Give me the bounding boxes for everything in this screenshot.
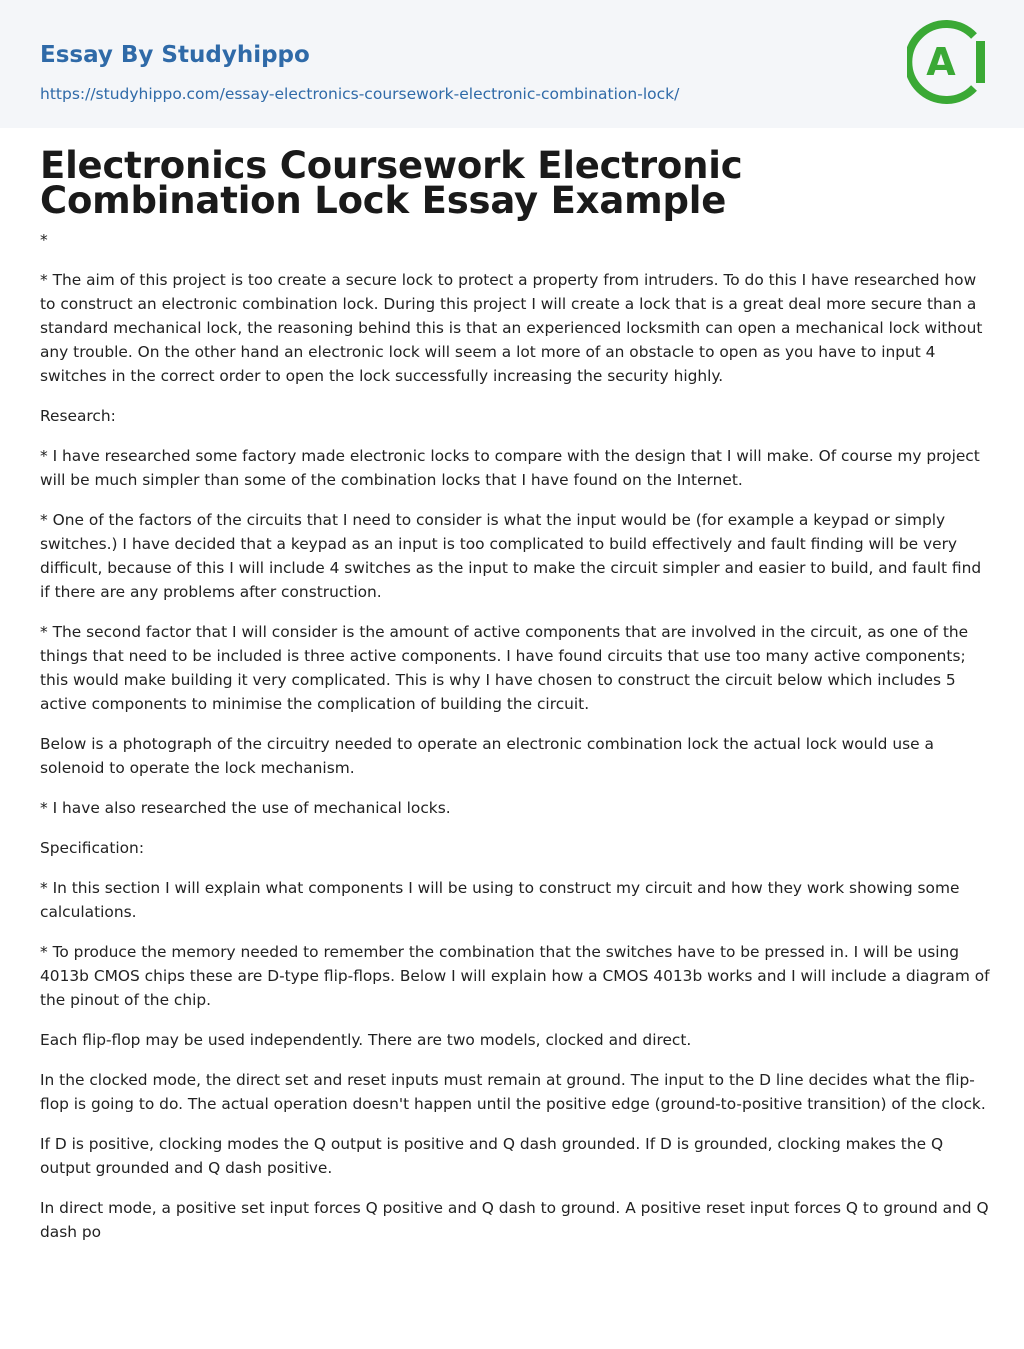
paragraph: * <box>40 231 48 249</box>
studyhippo-logo-icon[interactable] <box>907 18 987 106</box>
paragraph: * In this section I will explain what components I will be using to construct my circuit and how they work showing some calculations. <box>40 879 960 921</box>
paragraph: Research: <box>40 407 116 425</box>
paragraph: * The second factor that I will consider is the amount of active components that are involved in the circuit, as one of the things that need to be included is three active components. I have found circuits that use too many active components; this would make building it very complicated. This is why I have chosen to construct the circuit below which includes 5 active components to minimise the complication of building the circuit. <box>40 623 969 713</box>
essay-url-link[interactable]: https://studyhippo.com/essay-electronics-coursework-electronic-combination-lock/ <box>40 85 680 103</box>
paragraph: Specification: <box>40 839 144 857</box>
essay-body <box>40 228 990 1260</box>
paragraph: * The aim of this project is too create a secure lock to protect a property from intruders. To do this I have researched how to construct an electronic combination lock. During this project I will create a lock that is a great deal more secure than a standard mechanical lock, the reasoning behind this is that an experienced locksmith can open a mechanical lock without any trouble. On the other hand an electronic lock will seem a lot more of an obstacle to open as you have to input 4 switches in the correct order to open the lock successfully increasing the security highly. <box>40 271 983 385</box>
paragraph: * One of the factors of the circuits that I need to consider is what the input would be (for example a keypad or simply switches.) I have decided that a keypad as an input is too complicated to build effectively and fault finding will be very difficult, because of this I will include 4 switches as the input to make the circuit simpler and easier to build, and fault find if there are any problems after construction. <box>40 511 982 601</box>
paragraph: * I have also researched the use of mechanical locks. <box>40 799 451 817</box>
paragraph: * I have researched some factory made electronic locks to compare with the design that I will make. Of course my project will be much simpler than some of the combination locks that I have found on the Internet. <box>40 447 980 489</box>
paragraph: * To produce the memory needed to remember the combination that the switches have to be pressed in. I will be using 4013b CMOS chips these are D-type flip-flops. Below I will explain how a CMOS 4013b works and I will include a diagram of the pinout of the chip. <box>40 943 990 1009</box>
paragraph: Below is a photograph of the circuitry needed to operate an electronic combination lock the actual lock would use a solenoid to operate the lock mechanism. <box>40 735 934 777</box>
site-header <box>0 0 1024 128</box>
site-brand[interactable]: Essay By Studyhippo <box>40 42 310 68</box>
paragraph: If D is positive, clocking modes the Q output is positive and Q dash grounded. If D is grounded, clocking makes the Q output grounded and Q dash positive. <box>40 1135 944 1177</box>
paragraph: In direct mode, a positive set input forces Q positive and Q dash to ground. A positive reset input forces Q to ground and Q dash po <box>40 1199 989 1241</box>
logo-letter: A <box>926 40 956 84</box>
essay-title: Electronics Coursework Electronic Combination Lock Essay Example <box>40 144 743 222</box>
paragraph: In the clocked mode, the direct set and reset inputs must remain at ground. The input to the D line decides what the flip-flop is going to do. The actual operation doesn't happen until the positive edge (ground-to-positive transition) of the clock. <box>40 1071 986 1113</box>
paragraph: Each flip-flop may be used independently. There are two models, clocked and direct. <box>40 1031 692 1049</box>
